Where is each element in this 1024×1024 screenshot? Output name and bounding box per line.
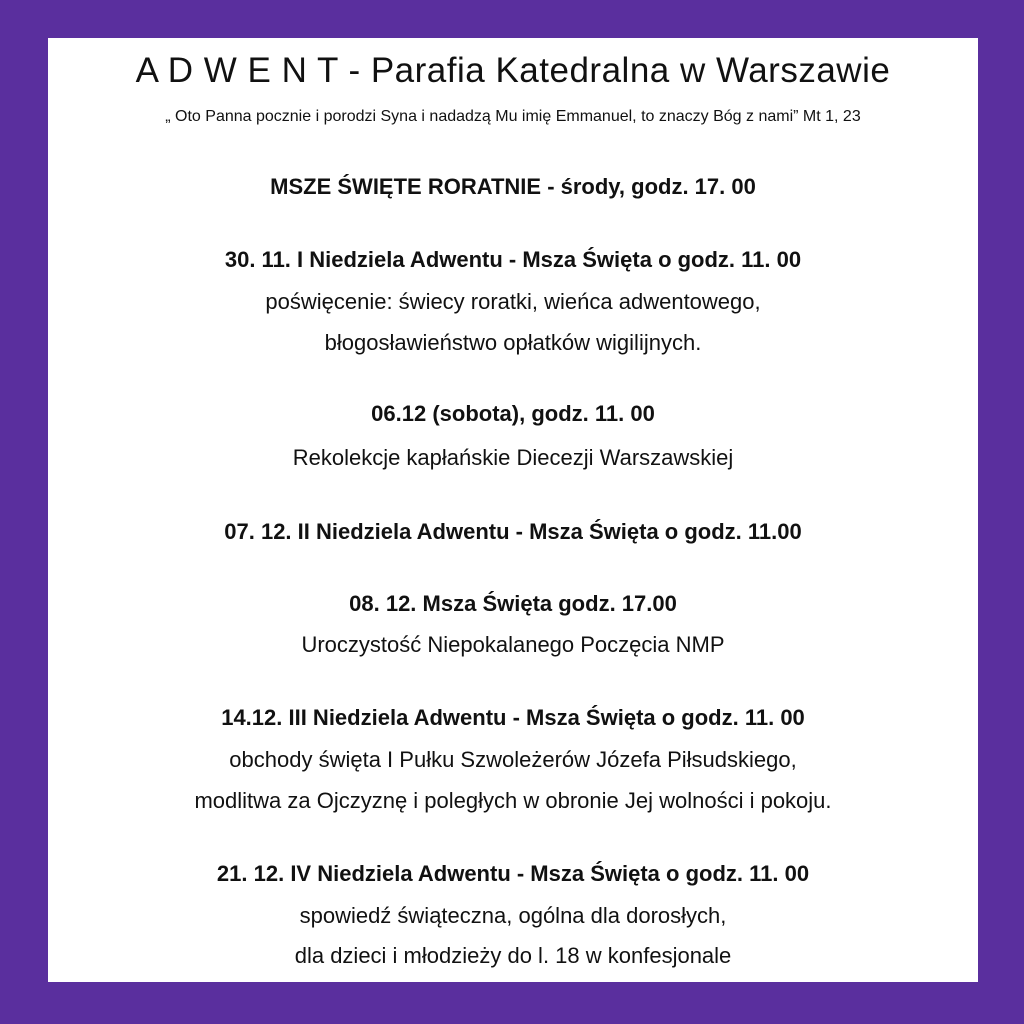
event-1-line-2: błogosławieństwo opłatków wigilijnych.	[324, 330, 702, 355]
event-4-line-1: Uroczystość Niepokalanego Poczęcia NMP	[301, 632, 725, 657]
event-6-line-2: dla dzieci i młodzieży do l. 18 w konfesjonale	[294, 943, 732, 968]
event-5-line-1: obchody święta I Pułku Szwoleżerów Józefa Piłsudskiego,	[229, 747, 797, 772]
event-6-line-1: spowiedź świąteczna, ogólna dla dorosłych,	[299, 903, 727, 928]
event-5-line-2: modlitwa za Ojczyznę i poległych w obronie Jej wolności i pokoju.	[194, 788, 832, 813]
event-4-heading: 08. 12. Msza Święta godz. 17.00	[349, 591, 677, 616]
bible-quote: „ Oto Panna pocznie i porodzi Syna i nadadzą Mu imię Emmanuel, to znaczy Bóg z nami” Mt 1, 23	[165, 108, 861, 125]
event-3-heading: 07. 12. II Niedziela Adwentu - Msza Święta o godz. 11.00	[224, 519, 802, 544]
poster-card	[48, 38, 978, 982]
roraty-heading: MSZE ŚWIĘTE RORATNIE - środy, godz. 17. 00	[270, 174, 756, 199]
event-2-line-1: Rekolekcje kapłańskie Diecezji Warszawskiej	[292, 445, 734, 470]
event-1-line-1: poświęcenie: świecy roratki, wieńca adwentowego,	[265, 289, 761, 314]
event-1-heading: 30. 11. I Niedziela Adwentu - Msza Święta o godz. 11. 00	[224, 247, 802, 272]
page-title: A D W E N T - Parafia Katedralna w Warszawie	[135, 51, 891, 90]
event-2-heading: 06.12 (sobota), godz. 11. 00	[371, 401, 655, 426]
event-6-heading: 21. 12. IV Niedziela Adwentu - Msza Święta o godz. 11. 00	[216, 861, 810, 886]
event-5-heading: 14.12. III Niedziela Adwentu - Msza Święta o godz. 11. 00	[221, 705, 805, 730]
